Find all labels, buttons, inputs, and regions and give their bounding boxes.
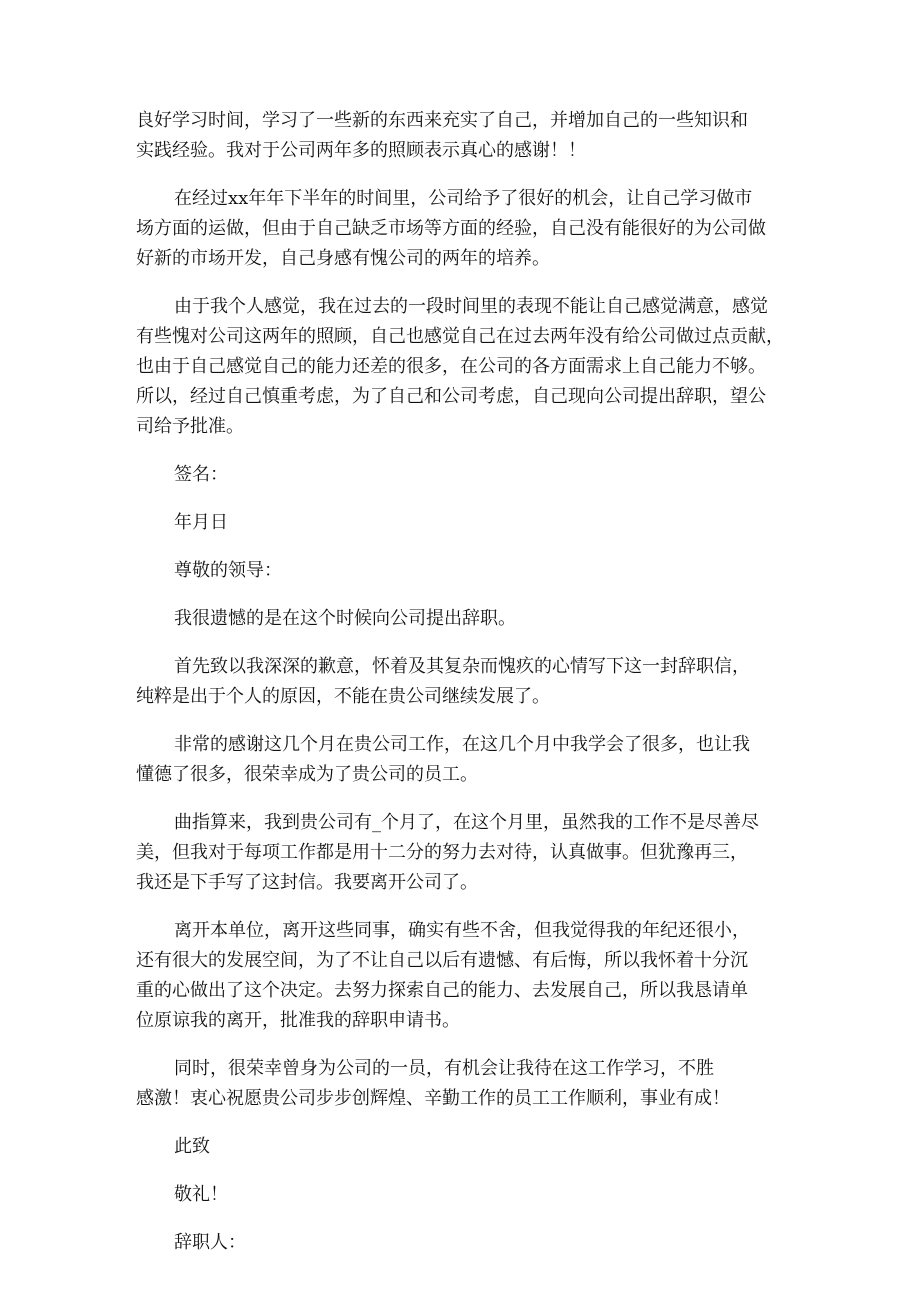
salutation: 尊敬的领导：: [174, 560, 282, 581]
paragraph: 我很遗憾的是在这个时候向公司提出辞职。: [174, 608, 516, 629]
signature-label: 签名：: [174, 464, 228, 485]
paragraph: 离开本单位，离开这些同事，确实有些不舍，但我觉得我的年纪还很小， 还有很大的发展空间，为了不让自己以后有遗憾、有后悔，所以我怀着十分沉 重的心做出了这个决定。去努力探索自己的能力、去发展自己，所以我恳请单 位原谅我的离开，批准我的辞职申请书。: [136, 920, 750, 1031]
document-body: [136, 106, 796, 1276]
paragraph: 非常的感谢这几个月在贵公司工作，在这几个月中我学会了很多，也让我 懂德了很多，很荣幸成为了贵公司的员工。: [136, 734, 750, 785]
paragraph: 同时，很荣幸曾身为公司的一员，有机会让我待在这工作学习，不胜 感激！衷心祝愿贵公司步步创辉煌、辛勤工作的员工工作顺利，事业有成！: [136, 1058, 730, 1109]
paragraph: 曲指算来，我到贵公司有_个月了，在这个月里，虽然我的工作不是尽善尽 美，但我对于每项工作都是用十二分的努力去对待，认真做事。但犹豫再三， 我还是下手写了这封信。我要离开公司了。: [136, 812, 759, 893]
closing-salute: 敬礼！: [174, 1184, 228, 1205]
paragraph: 首先致以我深深的歉意，怀着及其复杂而愧疚的心情写下这一封辞职信， 纯粹是出于个人的原因，不能在贵公司继续发展了。: [136, 656, 750, 707]
paragraph: 良好学习时间，学习了一些新的东西来充实了自己，并增加自己的一些知识和 实践经验。我对于公司两年多的照顾表示真心的感谢！！: [136, 110, 748, 161]
paragraph: 由于我个人感觉，我在过去的一段时间里的表现不能让自己感觉满意，感觉 有些愧对公司这两年的照顾，自己也感觉自己在过去两年没有给公司做过点贡献， 也由于自己感觉自己的能力还差的很多，在公司的各方面需求上自己能力不够。 所以，经过自己慎重考虑，为了自己和公司考虑，自己现向公司提出辞职，望公 司给予批准。: [136, 296, 784, 437]
paragraph: 在经过xx年年下半年的时间里，公司给予了很好的机会，让自己学习做市 场方面的运做，但由于自己缺乏市场等方面的经验，自己没有能很好的为公司做 好新的市场开发，自己身感有愧公司的两年的培养。: [136, 188, 766, 269]
date-label: 年月日: [174, 512, 228, 533]
resigner-label: 辞职人：: [174, 1232, 246, 1253]
closing-phrase: 此致: [174, 1136, 210, 1157]
